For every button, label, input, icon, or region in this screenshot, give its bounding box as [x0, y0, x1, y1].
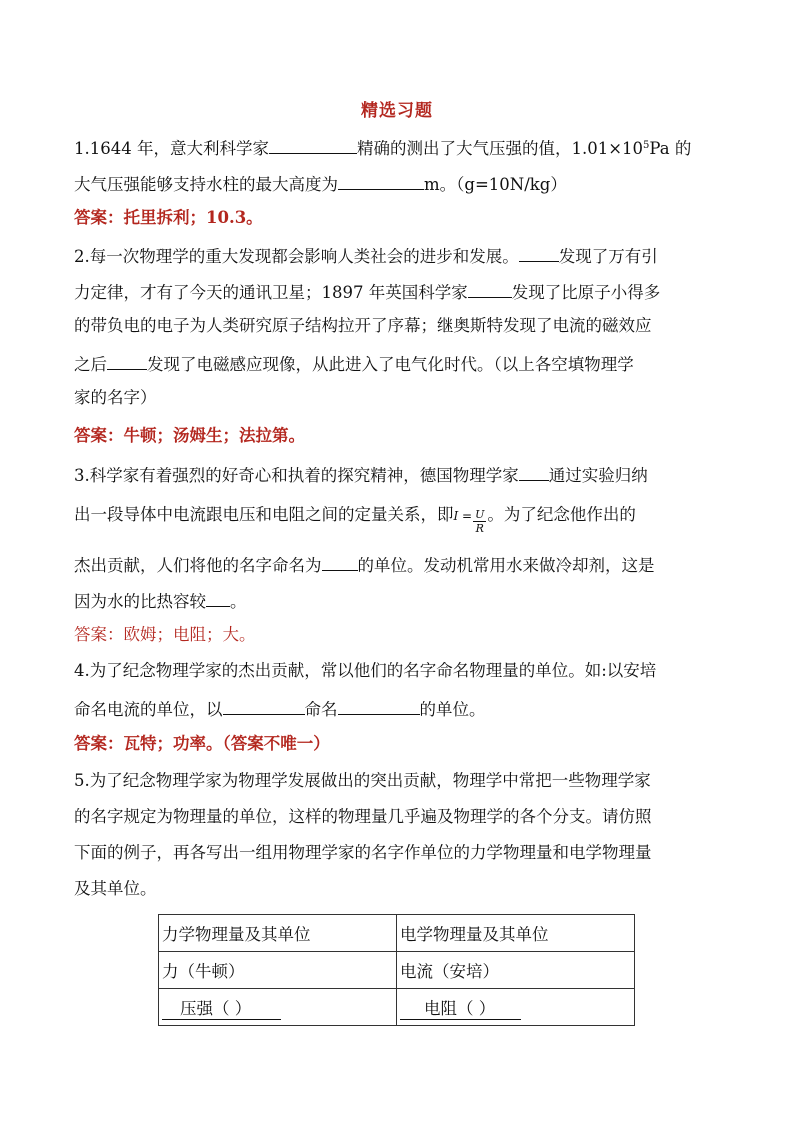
q4-answer: 答案：瓦特；功率。（答案不唯一）	[74, 734, 330, 753]
q2-line-4: 之后 发现了电磁感应现像，从此进入了电气化时代。（以上各空填物理学	[74, 355, 634, 374]
blank	[468, 282, 512, 298]
blank	[223, 699, 305, 715]
table-cell: 电学物理量及其单位	[397, 915, 635, 952]
blank	[338, 174, 424, 190]
table-cell	[159, 989, 397, 1026]
table-row	[159, 989, 635, 1026]
formula-fraction: $\frac{U}{R}$	[475, 508, 485, 535]
q5-line-2: 的名字规定为物理量的单位，这样的物理量几乎遍及物理学的各个分支。请仿照	[74, 807, 652, 826]
blank	[519, 246, 559, 262]
q1-line-1: 1.1644 年，意大利科学家 精确的测出了大气压强的值，$1.01\times 10^5Pa$ 的	[74, 139, 692, 158]
blank	[519, 465, 549, 481]
q1-answer: 答案：托里拆利；10.3。	[74, 208, 263, 227]
q3-line-2: 出一段导体中电流跟电压和电阻之间的定量关系，即I = $\frac{U}{R}$ 。为了纪念他作出的	[74, 505, 636, 535]
q3-line-3: 杰出贡献，人们将他的名字命名为 的单位。发动机常用水来做冷却剂，这是	[74, 556, 655, 575]
blank	[338, 699, 420, 715]
q2-line-3: 的带负电的电子为人类研究原子结构拉开了序幕；继奥斯特发现了电流的磁效应	[74, 316, 652, 335]
blank	[107, 354, 147, 370]
table-cell	[397, 989, 635, 1026]
units-table	[158, 914, 635, 1026]
fill-in-cell: 电阻（ ）	[400, 995, 521, 1020]
q5-line-3: 下面的例子，再各写出一组用物理学家的名字作单位的力学物理量和电学物理量	[74, 843, 652, 862]
q2-line-2: 力定律，才有了今天的通讯卫星；1897 年英国科学家 发现了比原子小得多	[74, 283, 661, 302]
q5-line-1: 5.为了纪念物理学家为物理学发展做出的突出贡献，物理学中常把一些物理学家	[74, 771, 651, 790]
page-title: 精选习题	[361, 101, 433, 121]
blank	[206, 591, 230, 607]
q5-line-4: 及其单位。	[74, 879, 157, 898]
table-header-row	[159, 915, 635, 952]
q3-line-4: 因为水的比热容较 。	[74, 592, 247, 611]
fill-in-cell: 压强（ ）	[162, 995, 281, 1020]
q1-line-2: 大气压强能够支持水柱的最大高度为 m。（g=10N/kg）	[74, 175, 567, 194]
q2-answer: 答案：牛顿；汤姆生；法拉第。	[74, 426, 305, 445]
table-row	[159, 952, 635, 989]
table-cell: 力（牛顿）	[159, 952, 397, 989]
q3-line-1: 3.科学家有着强烈的好奇心和执着的探究精神，德国物理学家 通过实验归纳	[74, 466, 648, 485]
table-cell: 力学物理量及其单位	[159, 915, 397, 952]
blank	[322, 555, 358, 571]
blank	[269, 138, 357, 154]
q4-line-1: 4.为了纪念物理学家的杰出贡献，常以他们的名字命名物理量的单位。如:以安培	[74, 661, 657, 680]
formula-lhs: I =	[453, 509, 473, 523]
q2-line-1: 2.每一次物理学的重大发现都会影响人类社会的进步和发展。 发现了万有引	[74, 247, 658, 266]
q2-line-5: 家的名字）	[74, 388, 157, 407]
q4-line-2: 命名电流的单位，以 命名 的单位。	[74, 700, 486, 719]
table-cell: 电流（安培）	[397, 952, 635, 989]
q3-answer: 答案：欧姆；电阻；大。	[74, 625, 256, 644]
